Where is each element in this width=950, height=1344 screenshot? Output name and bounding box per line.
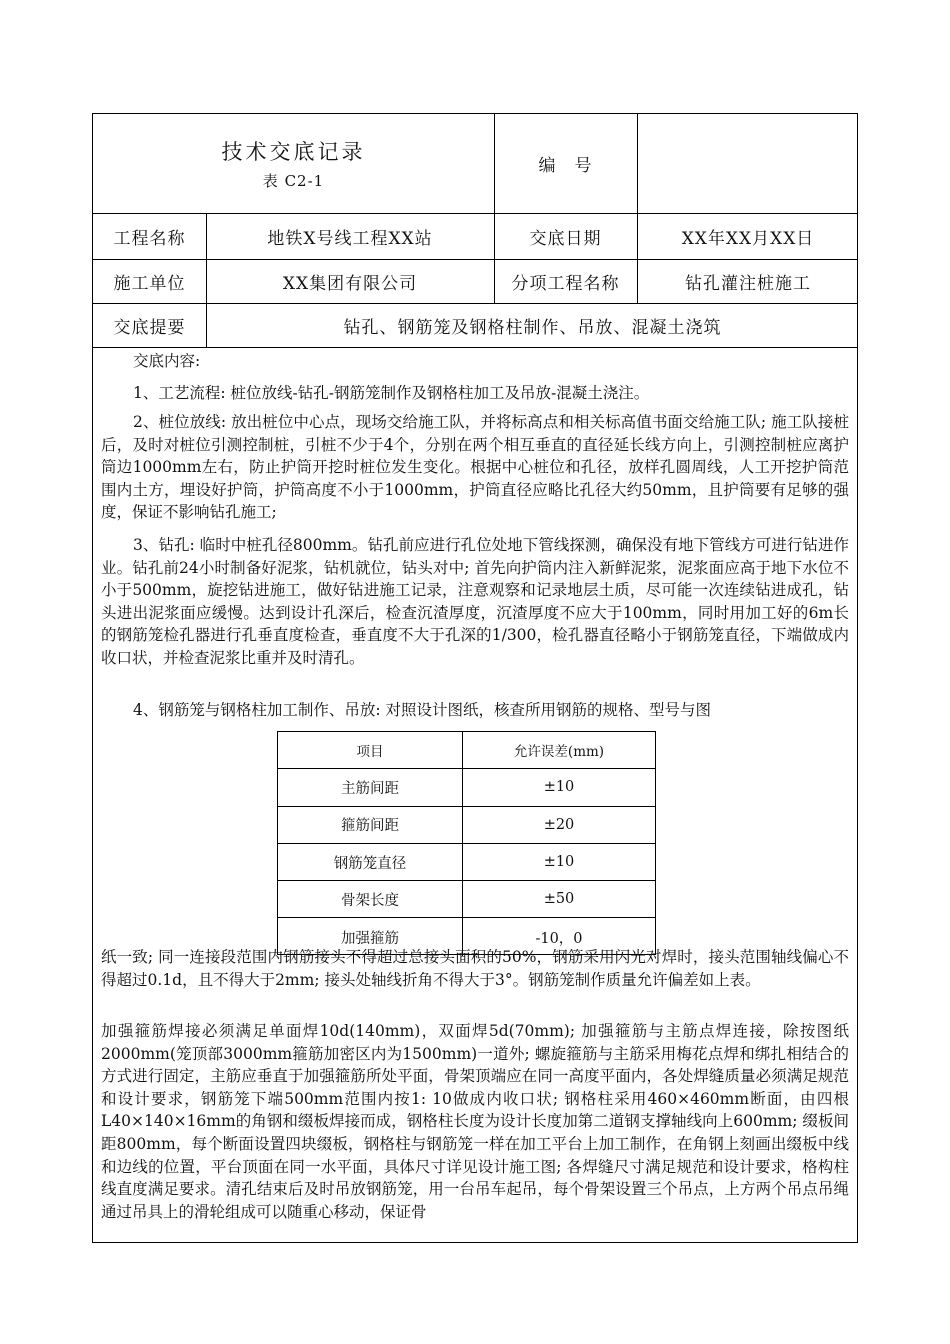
table-header-tolerance: 允许误差(mm) bbox=[513, 744, 605, 761]
table-cell-tolerance: -10，0 bbox=[535, 930, 583, 947]
table-row bbox=[278, 769, 655, 806]
tolerance-table bbox=[277, 731, 656, 955]
date-value: XX年XX月XX日 bbox=[681, 228, 815, 249]
table-cell-tolerance: ±10 bbox=[543, 854, 575, 871]
table-cell-item: 骨架长度 bbox=[278, 881, 463, 917]
paragraph-cage-intro: 4、钢筋笼与钢格柱加工制作、吊放: 对照设计图纸，核查所用钢筋的规格、型号与图 bbox=[133, 701, 712, 719]
subproject-label: 分项工程名称 bbox=[511, 273, 620, 294]
table-row bbox=[278, 807, 655, 844]
summary-label: 交底提要 bbox=[113, 317, 186, 338]
record-form bbox=[92, 113, 858, 1243]
paragraph-welding: 加强箍筋焊接必须满足单面焊10d(140mm)，双面焊5d(70mm); 加强箍筋与主筋点焊连接，除按图纸2000mm(笼顶部3000mm箍筋加密区内为1500mm)一道外; 螺旋箍筋与主筋采用梅花点焊和绑扎相结合的方式进行固定，主筋应垂直于加强箍筋所处平面，骨架顶端应在同一高度平面内，各处焊缝质量必须满足规范和设计要求，钢筋笼下端500mm范围内按1: 10做成内收口状; 钢格柱采用460×460mm断面，由四根L40×140×16mm的角钢和缀板焊接而成，钢格柱长度为设计长度加第二道钢支撑轴线向上600mm; 缀板间距800mm，每个断面设置四块缀板，钢格柱与钢筋笼一样在加工平台上加工制作，在角钢上刻画出缀板中线和边线的位置，平台顶面在同一水平面，具体尺寸详见设计施工图; 各焊缝尺寸满足规范和设计要求，格构柱线直度满足要求。清孔结束后及时吊放钢筋笼，用一台吊车起吊，每个骨架设置三个吊点，上方两个吊点吊绳通过吊具上的滑轮组成可以随重心移动，保证骨 bbox=[101, 1022, 849, 1221]
table-cell-item: 钢筋笼直径 bbox=[278, 844, 463, 880]
paragraph-positioning: 2、桩位放线: 放出桩位中心点，现场交给施工队，并将标高点和相关标高值书面交给施工队; 施工队接桩后，及时对桩位引测控制桩，引桩不少于4个，分别在两个相互垂直的直径延长线方向上，引测控制桩应离护筒边1000mm左右，防止护筒开挖时桩位发生变化。根据中心桩位和孔径，放样孔圆周线，人工开挖护筒范围内土方，埋设好护筒，护筒高度不小于1000mm，护筒直径应略比孔径大约50mm，且护筒要有足够的强度，保证不影响钻孔施工; bbox=[101, 413, 849, 522]
paragraph-cage-continued: 纸一致; 同一连接段范围内钢筋接头不得超过总接头面积的50%，钢筋采用闪光对焊时，接头范围轴线偏心不得超过0.1d，且不得大于2mm; 接头处轴线折角不得大于3°。钢筋笼制作质量允许偏差如上表。 bbox=[101, 948, 849, 989]
table-header-item: 项目 bbox=[278, 732, 463, 768]
subproject-value: 钻孔灌注桩施工 bbox=[685, 273, 811, 294]
unit-label: 施工单位 bbox=[113, 273, 186, 294]
table-cell-item: 主筋间距 bbox=[278, 769, 463, 805]
number-label: 编 号 bbox=[538, 156, 593, 176]
project-name-value: 地铁X号线工程XX站 bbox=[267, 228, 433, 249]
form-title: 技术交底记录 bbox=[221, 140, 366, 164]
content-heading: 交底内容: bbox=[133, 352, 201, 370]
table-cell-item: 箍筋间距 bbox=[278, 807, 463, 843]
paragraph-process: 1、工艺流程: 桩位放线-钻孔-钢筋笼制作及钢格柱加工及吊放-混凝土浇注。 bbox=[133, 384, 650, 402]
table-row bbox=[278, 881, 655, 918]
table-cell-tolerance: ±50 bbox=[543, 891, 575, 908]
summary-value: 钻孔、钢筋笼及钢格柱制作、吊放、混凝土浇筑 bbox=[343, 317, 722, 338]
table-cell-tolerance: ±10 bbox=[543, 779, 575, 796]
date-label: 交底日期 bbox=[529, 228, 602, 249]
number-value bbox=[637, 114, 858, 213]
divider bbox=[93, 347, 857, 348]
table-header-row bbox=[278, 732, 655, 769]
table-cell-tolerance: ±20 bbox=[543, 816, 575, 833]
paragraph-drilling: 3、钻孔: 临时中桩孔径800mm。钻孔前应进行孔位处地下管线探测，确保没有地下管线方可进行钻进作业。钻孔前24小时制备好泥浆，钻机就位，钻头对中; 首先向护筒内注入新鲜泥浆，泥浆面应高于地下水位不小于500mm，旋挖钻进施工，做好钻进施工记录，注意观察和记录地层土质，尽可能一次连续钻进成孔，钻头进出泥浆面应缓慢。达到设计孔深后，检查沉渣厚度，沉渣厚度不应大于100mm，同时用加工好的6m长的钢筋笼检孔器进行孔垂直度检查，垂直度不大于孔深的1/300，检孔器直径略小于钢筋笼直径，下端做成内收口状，并检查泥浆比重并及时清孔。 bbox=[101, 536, 849, 667]
table-row bbox=[278, 844, 655, 881]
table-cell-item: 加强箍筋 bbox=[278, 918, 463, 955]
unit-value: XX集团有限公司 bbox=[282, 273, 418, 294]
form-code: 表 C2-1 bbox=[262, 172, 325, 190]
project-name-label: 工程名称 bbox=[113, 228, 186, 249]
form-title-block bbox=[93, 114, 494, 213]
